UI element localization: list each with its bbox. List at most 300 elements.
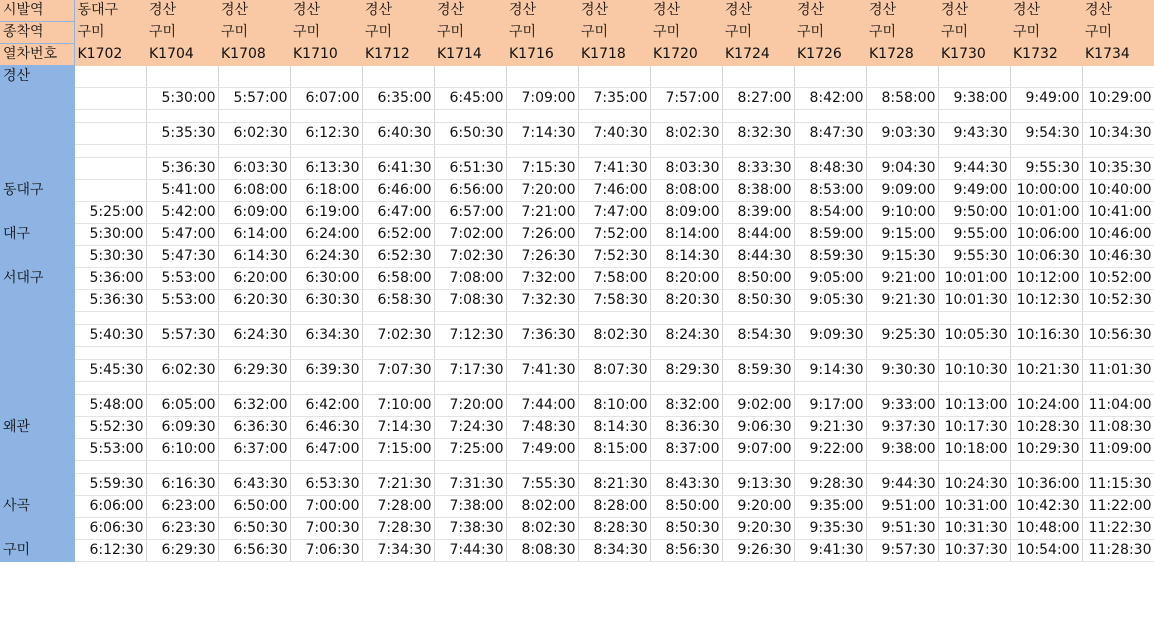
header-cell[interactable]: 경산 (650, 0, 722, 22)
header-cell[interactable]: 경산 (146, 0, 218, 22)
time-cell[interactable]: 11:01:30 (1082, 360, 1154, 382)
time-cell[interactable]: 6:14:30 (218, 246, 290, 268)
time-cell[interactable] (938, 461, 1010, 474)
time-cell[interactable] (362, 382, 434, 395)
time-cell[interactable]: 11:15:30 (1082, 474, 1154, 496)
time-cell[interactable] (1010, 382, 1082, 395)
station-label[interactable] (0, 145, 74, 158)
time-cell[interactable]: 7:47:00 (578, 202, 650, 224)
time-cell[interactable]: 6:12:30 (290, 123, 362, 145)
time-cell[interactable]: 7:15:00 (362, 439, 434, 461)
time-cell[interactable]: 7:58:00 (578, 268, 650, 290)
time-cell[interactable]: 7:57:00 (650, 88, 722, 110)
time-cell[interactable]: 5:36:30 (74, 290, 146, 312)
header-cell[interactable]: K1708 (218, 44, 290, 66)
time-cell[interactable]: 10:17:30 (938, 417, 1010, 439)
time-cell[interactable] (1010, 66, 1082, 88)
time-cell[interactable]: 7:20:00 (506, 180, 578, 202)
time-cell[interactable]: 5:30:00 (74, 224, 146, 246)
time-cell[interactable] (74, 145, 146, 158)
time-cell[interactable]: 8:15:00 (578, 439, 650, 461)
time-cell[interactable]: 9:51:00 (866, 496, 938, 518)
time-cell[interactable] (74, 312, 146, 325)
time-cell[interactable]: 8:27:00 (722, 88, 794, 110)
time-cell[interactable]: 10:24:30 (938, 474, 1010, 496)
time-cell[interactable]: 9:04:30 (866, 158, 938, 180)
time-cell[interactable] (1082, 382, 1154, 395)
time-cell[interactable]: 6:23:30 (146, 518, 218, 540)
time-cell[interactable] (146, 461, 218, 474)
time-cell[interactable]: 8:03:30 (650, 158, 722, 180)
time-cell[interactable]: 7:14:30 (362, 417, 434, 439)
time-cell[interactable]: 10:12:30 (1010, 290, 1082, 312)
time-cell[interactable] (506, 382, 578, 395)
time-cell[interactable] (866, 347, 938, 360)
time-cell[interactable] (218, 382, 290, 395)
time-cell[interactable] (938, 145, 1010, 158)
time-cell[interactable]: 11:09:00 (1082, 439, 1154, 461)
time-cell[interactable]: 8:07:30 (578, 360, 650, 382)
time-cell[interactable] (578, 382, 650, 395)
header-cell[interactable]: K1714 (434, 44, 506, 66)
time-cell[interactable]: 8:02:00 (506, 496, 578, 518)
time-cell[interactable] (290, 312, 362, 325)
time-cell[interactable]: 8:50:30 (650, 518, 722, 540)
time-cell[interactable]: 6:57:00 (434, 202, 506, 224)
time-cell[interactable]: 7:34:30 (362, 540, 434, 562)
time-cell[interactable]: 9:49:00 (1010, 88, 1082, 110)
time-cell[interactable]: 6:46:30 (290, 417, 362, 439)
time-cell[interactable] (578, 145, 650, 158)
time-cell[interactable]: 5:53:00 (74, 439, 146, 461)
time-cell[interactable]: 8:28:30 (578, 518, 650, 540)
time-cell[interactable]: 9:20:00 (722, 496, 794, 518)
time-cell[interactable] (578, 66, 650, 88)
header-cell[interactable]: 구미 (74, 22, 146, 44)
time-cell[interactable]: 9:20:30 (722, 518, 794, 540)
time-cell[interactable]: 10:36:00 (1010, 474, 1082, 496)
header-cell[interactable]: 경산 (1010, 0, 1082, 22)
time-cell[interactable] (650, 347, 722, 360)
time-cell[interactable]: 10:31:30 (938, 518, 1010, 540)
header-cell[interactable]: 경산 (794, 0, 866, 22)
time-cell[interactable]: 9:43:30 (938, 123, 1010, 145)
time-cell[interactable]: 10:31:00 (938, 496, 1010, 518)
time-cell[interactable] (1010, 312, 1082, 325)
station-label[interactable]: 경산 (0, 66, 74, 88)
time-cell[interactable]: 5:53:00 (146, 290, 218, 312)
time-cell[interactable]: 8:24:30 (650, 325, 722, 347)
time-cell[interactable]: 6:16:30 (146, 474, 218, 496)
station-label[interactable] (0, 312, 74, 325)
time-cell[interactable] (794, 461, 866, 474)
time-cell[interactable] (74, 66, 146, 88)
time-cell[interactable]: 10:56:30 (1082, 325, 1154, 347)
header-cell[interactable]: 구미 (794, 22, 866, 44)
time-cell[interactable]: 6:58:30 (362, 290, 434, 312)
time-cell[interactable]: 6:02:30 (146, 360, 218, 382)
station-label[interactable] (0, 518, 74, 540)
time-cell[interactable]: 9:05:30 (794, 290, 866, 312)
time-cell[interactable]: 9:30:30 (866, 360, 938, 382)
time-cell[interactable]: 8:44:00 (722, 224, 794, 246)
station-label[interactable] (0, 110, 74, 123)
time-cell[interactable] (938, 66, 1010, 88)
time-cell[interactable]: 5:52:30 (74, 417, 146, 439)
time-cell[interactable]: 8:58:00 (866, 88, 938, 110)
time-cell[interactable]: 9:38:00 (938, 88, 1010, 110)
time-cell[interactable] (1082, 461, 1154, 474)
header-label[interactable]: 종착역 (0, 22, 74, 44)
header-cell[interactable]: 구미 (1010, 22, 1082, 44)
time-cell[interactable] (794, 382, 866, 395)
time-cell[interactable]: 9:22:00 (794, 439, 866, 461)
time-cell[interactable]: 10:12:00 (1010, 268, 1082, 290)
time-cell[interactable] (794, 66, 866, 88)
header-cell[interactable]: K1734 (1082, 44, 1154, 66)
time-cell[interactable]: 10:40:00 (1082, 180, 1154, 202)
header-cell[interactable]: 경산 (1082, 0, 1154, 22)
time-cell[interactable] (722, 110, 794, 123)
time-cell[interactable]: 9:25:30 (866, 325, 938, 347)
time-cell[interactable]: 10:24:00 (1010, 395, 1082, 417)
time-cell[interactable]: 5:57:00 (218, 88, 290, 110)
time-cell[interactable]: 5:41:00 (146, 180, 218, 202)
header-cell[interactable]: K1718 (578, 44, 650, 66)
time-cell[interactable]: 7:02:30 (362, 325, 434, 347)
time-cell[interactable]: 6:52:00 (362, 224, 434, 246)
time-cell[interactable] (794, 312, 866, 325)
station-label[interactable] (0, 88, 74, 110)
time-cell[interactable]: 7:25:00 (434, 439, 506, 461)
time-cell[interactable]: 9:28:30 (794, 474, 866, 496)
time-cell[interactable]: 9:06:30 (722, 417, 794, 439)
time-cell[interactable]: 9:09:30 (794, 325, 866, 347)
time-cell[interactable] (146, 382, 218, 395)
header-cell[interactable]: 구미 (290, 22, 362, 44)
time-cell[interactable]: 10:16:30 (1010, 325, 1082, 347)
time-cell[interactable] (290, 461, 362, 474)
time-cell[interactable]: 9:09:00 (866, 180, 938, 202)
time-cell[interactable] (146, 347, 218, 360)
time-cell[interactable] (578, 312, 650, 325)
header-cell[interactable]: 경산 (722, 0, 794, 22)
station-label[interactable] (0, 474, 74, 496)
time-cell[interactable] (1082, 347, 1154, 360)
time-cell[interactable] (578, 347, 650, 360)
time-cell[interactable]: 8:08:30 (506, 540, 578, 562)
time-cell[interactable]: 5:35:30 (146, 123, 218, 145)
header-cell[interactable]: 경산 (290, 0, 362, 22)
time-cell[interactable]: 10:01:00 (938, 268, 1010, 290)
time-cell[interactable]: 7:49:00 (506, 439, 578, 461)
time-cell[interactable]: 6:03:30 (218, 158, 290, 180)
header-cell[interactable]: K1730 (938, 44, 1010, 66)
header-cell[interactable]: 구미 (1082, 22, 1154, 44)
time-cell[interactable]: 10:46:30 (1082, 246, 1154, 268)
time-cell[interactable]: 9:02:00 (722, 395, 794, 417)
time-cell[interactable]: 6:24:30 (218, 325, 290, 347)
header-cell[interactable]: K1704 (146, 44, 218, 66)
header-cell[interactable]: K1710 (290, 44, 362, 66)
time-cell[interactable] (146, 110, 218, 123)
time-cell[interactable]: 10:10:30 (938, 360, 1010, 382)
time-cell[interactable]: 5:30:00 (146, 88, 218, 110)
time-cell[interactable]: 10:42:30 (1010, 496, 1082, 518)
time-cell[interactable]: 6:42:00 (290, 395, 362, 417)
time-cell[interactable]: 9:38:00 (866, 439, 938, 461)
time-cell[interactable]: 5:47:00 (146, 224, 218, 246)
time-cell[interactable] (362, 66, 434, 88)
time-cell[interactable] (362, 145, 434, 158)
time-cell[interactable] (506, 66, 578, 88)
time-cell[interactable] (722, 145, 794, 158)
time-cell[interactable] (362, 312, 434, 325)
time-cell[interactable] (1010, 347, 1082, 360)
time-cell[interactable]: 6:09:30 (146, 417, 218, 439)
header-cell[interactable]: 동대구 (74, 0, 146, 22)
time-cell[interactable] (938, 110, 1010, 123)
time-cell[interactable] (218, 347, 290, 360)
time-cell[interactable]: 9:10:00 (866, 202, 938, 224)
time-cell[interactable] (938, 312, 1010, 325)
time-cell[interactable]: 6:23:00 (146, 496, 218, 518)
time-cell[interactable]: 7:44:30 (434, 540, 506, 562)
time-cell[interactable]: 8:29:30 (650, 360, 722, 382)
time-cell[interactable] (1082, 312, 1154, 325)
time-cell[interactable]: 8:59:30 (722, 360, 794, 382)
time-cell[interactable]: 7:28:30 (362, 518, 434, 540)
time-cell[interactable] (650, 382, 722, 395)
time-cell[interactable]: 7:15:30 (506, 158, 578, 180)
header-cell[interactable]: 구미 (434, 22, 506, 44)
station-label[interactable]: 서대구 (0, 268, 74, 290)
time-cell[interactable]: 7:48:30 (506, 417, 578, 439)
time-cell[interactable]: 10:28:30 (1010, 417, 1082, 439)
time-cell[interactable] (722, 66, 794, 88)
time-cell[interactable]: 8:44:30 (722, 246, 794, 268)
time-cell[interactable]: 6:24:30 (290, 246, 362, 268)
time-cell[interactable] (290, 110, 362, 123)
header-cell[interactable]: K1726 (794, 44, 866, 66)
time-cell[interactable]: 10:00:00 (1010, 180, 1082, 202)
time-cell[interactable]: 7:21:00 (506, 202, 578, 224)
header-cell[interactable]: K1732 (1010, 44, 1082, 66)
time-cell[interactable] (434, 66, 506, 88)
time-cell[interactable]: 6:37:00 (218, 439, 290, 461)
time-cell[interactable]: 6:53:30 (290, 474, 362, 496)
time-cell[interactable]: 8:10:00 (578, 395, 650, 417)
time-cell[interactable]: 11:08:30 (1082, 417, 1154, 439)
time-cell[interactable]: 5:59:30 (74, 474, 146, 496)
station-label[interactable] (0, 290, 74, 312)
time-cell[interactable]: 9:55:30 (938, 246, 1010, 268)
time-cell[interactable]: 6:32:00 (218, 395, 290, 417)
header-cell[interactable]: 구미 (218, 22, 290, 44)
station-label[interactable] (0, 123, 74, 145)
header-cell[interactable]: K1724 (722, 44, 794, 66)
time-cell[interactable]: 6:30:30 (290, 290, 362, 312)
time-cell[interactable]: 6:07:00 (290, 88, 362, 110)
time-cell[interactable]: 7:28:00 (362, 496, 434, 518)
time-cell[interactable]: 8:42:00 (794, 88, 866, 110)
time-cell[interactable]: 10:37:30 (938, 540, 1010, 562)
time-cell[interactable]: 7:32:00 (506, 268, 578, 290)
time-cell[interactable]: 6:30:00 (290, 268, 362, 290)
time-cell[interactable]: 6:35:00 (362, 88, 434, 110)
station-label[interactable] (0, 158, 74, 180)
time-cell[interactable]: 6:51:30 (434, 158, 506, 180)
time-cell[interactable]: 7:02:00 (434, 224, 506, 246)
time-cell[interactable]: 9:33:00 (866, 395, 938, 417)
header-cell[interactable]: 구미 (650, 22, 722, 44)
time-cell[interactable]: 8:33:30 (722, 158, 794, 180)
time-cell[interactable]: 8:02:30 (506, 518, 578, 540)
time-cell[interactable]: 9:54:30 (1010, 123, 1082, 145)
time-cell[interactable]: 10:46:00 (1082, 224, 1154, 246)
time-cell[interactable] (218, 312, 290, 325)
time-cell[interactable] (866, 66, 938, 88)
time-cell[interactable]: 7:32:30 (506, 290, 578, 312)
station-label[interactable]: 왜관 (0, 417, 74, 439)
header-cell[interactable]: K1702 (74, 44, 146, 66)
station-label[interactable] (0, 439, 74, 461)
time-cell[interactable]: 10:52:00 (1082, 268, 1154, 290)
time-cell[interactable]: 6:52:30 (362, 246, 434, 268)
time-cell[interactable]: 7:41:30 (578, 158, 650, 180)
time-cell[interactable]: 5:57:30 (146, 325, 218, 347)
time-cell[interactable]: 8:14:30 (650, 246, 722, 268)
time-cell[interactable] (74, 382, 146, 395)
time-cell[interactable] (866, 145, 938, 158)
header-cell[interactable]: 경산 (362, 0, 434, 22)
time-cell[interactable] (650, 461, 722, 474)
header-cell[interactable]: K1728 (866, 44, 938, 66)
time-cell[interactable] (722, 382, 794, 395)
time-cell[interactable]: 9:49:00 (938, 180, 1010, 202)
time-cell[interactable]: 8:48:30 (794, 158, 866, 180)
time-cell[interactable]: 10:54:00 (1010, 540, 1082, 562)
time-cell[interactable]: 7:31:30 (434, 474, 506, 496)
time-cell[interactable]: 6:06:30 (74, 518, 146, 540)
station-label[interactable] (0, 246, 74, 268)
header-cell[interactable]: 구미 (938, 22, 1010, 44)
time-cell[interactable]: 11:28:30 (1082, 540, 1154, 562)
time-cell[interactable] (506, 461, 578, 474)
time-cell[interactable]: 7:38:30 (434, 518, 506, 540)
time-cell[interactable] (218, 145, 290, 158)
time-cell[interactable]: 10:05:30 (938, 325, 1010, 347)
time-cell[interactable]: 6:47:00 (362, 202, 434, 224)
time-cell[interactable]: 10:48:00 (1010, 518, 1082, 540)
time-cell[interactable]: 6:29:30 (146, 540, 218, 562)
time-cell[interactable] (146, 312, 218, 325)
time-cell[interactable] (578, 110, 650, 123)
time-cell[interactable]: 9:55:30 (1010, 158, 1082, 180)
time-cell[interactable]: 9:50:00 (938, 202, 1010, 224)
time-cell[interactable] (794, 110, 866, 123)
time-cell[interactable]: 8:39:00 (722, 202, 794, 224)
time-cell[interactable] (434, 110, 506, 123)
header-cell[interactable]: 구미 (146, 22, 218, 44)
time-cell[interactable]: 10:52:30 (1082, 290, 1154, 312)
time-cell[interactable]: 9:35:00 (794, 496, 866, 518)
time-cell[interactable]: 9:05:00 (794, 268, 866, 290)
time-cell[interactable]: 9:21:30 (866, 290, 938, 312)
header-label[interactable]: 시발역 (0, 0, 74, 22)
header-label[interactable]: 열차번호 (0, 44, 74, 66)
time-cell[interactable]: 7:21:30 (362, 474, 434, 496)
time-cell[interactable]: 9:17:00 (794, 395, 866, 417)
time-cell[interactable]: 11:22:00 (1082, 496, 1154, 518)
time-cell[interactable]: 10:21:30 (1010, 360, 1082, 382)
time-cell[interactable]: 9:41:30 (794, 540, 866, 562)
time-cell[interactable] (146, 145, 218, 158)
time-cell[interactable] (74, 110, 146, 123)
station-label[interactable]: 동대구 (0, 180, 74, 202)
time-cell[interactable] (362, 347, 434, 360)
header-cell[interactable]: 구미 (722, 22, 794, 44)
time-cell[interactable]: 7:08:30 (434, 290, 506, 312)
time-cell[interactable]: 5:36:30 (146, 158, 218, 180)
time-cell[interactable] (74, 461, 146, 474)
time-cell[interactable]: 6:45:00 (434, 88, 506, 110)
time-cell[interactable]: 7:06:30 (290, 540, 362, 562)
time-cell[interactable]: 6:10:00 (146, 439, 218, 461)
time-cell[interactable]: 6:34:30 (290, 325, 362, 347)
time-cell[interactable]: 9:26:30 (722, 540, 794, 562)
header-cell[interactable]: 경산 (866, 0, 938, 22)
station-label[interactable] (0, 461, 74, 474)
time-cell[interactable]: 6:05:00 (146, 395, 218, 417)
time-cell[interactable]: 6:13:30 (290, 158, 362, 180)
time-cell[interactable]: 9:14:30 (794, 360, 866, 382)
time-cell[interactable] (938, 382, 1010, 395)
time-cell[interactable] (74, 88, 146, 110)
time-cell[interactable]: 6:40:30 (362, 123, 434, 145)
time-cell[interactable] (650, 312, 722, 325)
time-cell[interactable] (434, 145, 506, 158)
time-cell[interactable]: 9:15:00 (866, 224, 938, 246)
time-cell[interactable]: 8:56:30 (650, 540, 722, 562)
time-cell[interactable] (866, 461, 938, 474)
time-cell[interactable]: 5:47:30 (146, 246, 218, 268)
time-cell[interactable] (434, 312, 506, 325)
time-cell[interactable] (1010, 461, 1082, 474)
time-cell[interactable]: 9:55:00 (938, 224, 1010, 246)
time-cell[interactable]: 5:30:30 (74, 246, 146, 268)
time-cell[interactable] (650, 110, 722, 123)
time-cell[interactable]: 10:41:00 (1082, 202, 1154, 224)
time-cell[interactable]: 10:34:30 (1082, 123, 1154, 145)
time-cell[interactable] (794, 145, 866, 158)
time-cell[interactable] (506, 145, 578, 158)
time-cell[interactable] (218, 110, 290, 123)
time-cell[interactable]: 5:40:30 (74, 325, 146, 347)
station-label[interactable] (0, 382, 74, 395)
time-cell[interactable]: 9:51:30 (866, 518, 938, 540)
time-cell[interactable] (434, 382, 506, 395)
time-cell[interactable]: 8:02:30 (650, 123, 722, 145)
station-label[interactable] (0, 347, 74, 360)
time-cell[interactable]: 8:14:00 (650, 224, 722, 246)
time-cell[interactable]: 9:13:30 (722, 474, 794, 496)
time-cell[interactable]: 7:14:30 (506, 123, 578, 145)
time-cell[interactable]: 5:42:00 (146, 202, 218, 224)
time-cell[interactable]: 7:41:30 (506, 360, 578, 382)
time-cell[interactable]: 11:22:30 (1082, 518, 1154, 540)
station-label[interactable] (0, 202, 74, 224)
